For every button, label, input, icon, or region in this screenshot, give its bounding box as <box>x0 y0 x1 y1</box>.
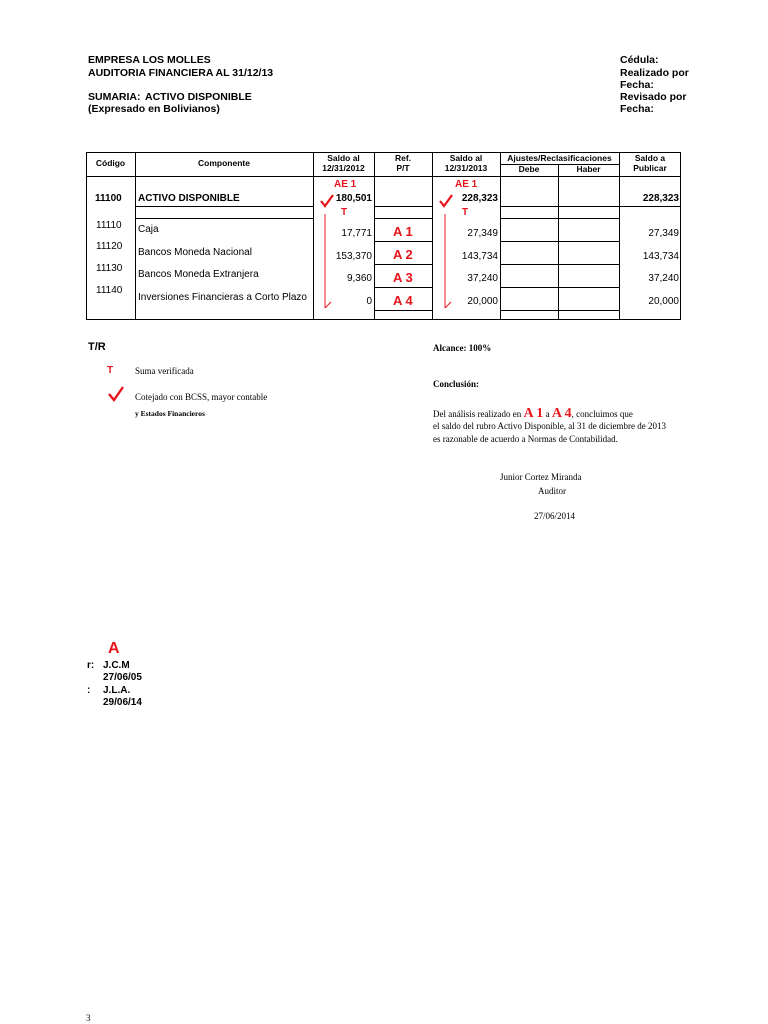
row-code: 11110 <box>96 220 122 231</box>
conclusion-text: , concluimos que <box>571 409 633 419</box>
grid-line <box>500 310 619 311</box>
row-publicar: 143,734 <box>642 251 679 262</box>
ref-a1: A 1 <box>523 406 544 421</box>
row-ref: A 2 <box>393 247 413 262</box>
header-saldo-2013-b: 12/31/2013 <box>444 163 488 173</box>
row-name: Caja <box>138 224 159 235</box>
total-name: ACTIVO DISPONIBLE <box>138 193 240 204</box>
conclusion-text: a <box>545 409 550 419</box>
legend-title: T/R <box>88 341 106 353</box>
currency-note: (Expresado en Bolivianos) <box>88 103 220 115</box>
total-publicar: 228,323 <box>642 193 679 204</box>
ae-mark-2012: AE 1 <box>334 179 357 190</box>
row-ref: A 1 <box>393 224 413 239</box>
row-code: 11140 <box>96 285 123 296</box>
realizado-label: Realizado por <box>620 67 689 79</box>
footer-rev-label: : <box>87 685 91 696</box>
signer-name: Junior Cortez Miranda <box>500 472 582 482</box>
grid-line <box>374 287 432 288</box>
row-2012: 9,360 <box>346 273 372 284</box>
grid-line <box>500 264 619 265</box>
grid-line <box>374 206 432 207</box>
header-componente: Componente <box>198 158 250 168</box>
total-2012: 180,501 <box>335 193 372 204</box>
revisado-label: Revisado por <box>620 91 687 103</box>
footer-rev-name: J.L.A. <box>103 685 131 696</box>
header-ref-a: Ref. <box>394 153 412 163</box>
header-ref-b: P/T <box>396 163 410 173</box>
row-2012: 153,370 <box>335 251 372 262</box>
row-code: 11120 <box>96 241 123 252</box>
grid-line <box>135 206 313 207</box>
conclusion-line-2: el saldo del rubro Activo Disponible, al 31 de diciembre de 2013 <box>433 421 666 431</box>
footer-r-date: 27/06/05 <box>103 672 142 683</box>
fecha-label-2: Fecha: <box>620 103 654 115</box>
t-mark-2012: T <box>341 207 348 218</box>
summary-label: SUMARIA: <box>88 91 141 103</box>
header-publicar-a: Saldo a <box>634 153 666 163</box>
footer-ref-letter: A <box>108 640 120 657</box>
row-2013: 143,734 <box>461 251 498 262</box>
grid-line <box>374 310 432 311</box>
header-saldo-2013-a: Saldo al <box>449 153 483 163</box>
row-2013: 37,240 <box>467 273 498 284</box>
row-publicar: 37,240 <box>648 273 679 284</box>
header-saldo-2012-a: Saldo al <box>327 153 360 163</box>
row-publicar: 27,349 <box>648 228 679 239</box>
legend-check-text: Cotejado con BCSS, mayor contable <box>135 392 268 402</box>
header-debe: Debe <box>518 164 540 174</box>
conclusion-date: 27/06/2014 <box>534 511 576 521</box>
header-haber: Haber <box>576 164 601 174</box>
grid-line <box>86 176 681 177</box>
audit-title: AUDITORIA FINANCIERA AL 31/12/13 <box>88 67 274 79</box>
check-mark-icon <box>439 194 453 208</box>
grid-line <box>500 152 501 320</box>
row-ref: A 4 <box>393 293 413 308</box>
footer-r-label: r: <box>87 660 95 671</box>
row-2012: 0 <box>366 296 372 307</box>
signer-role: Auditor <box>538 486 566 496</box>
legend-t-symbol: T <box>107 365 114 376</box>
conclusion-line-1 <box>433 406 768 422</box>
total-2013: 228,323 <box>461 193 498 204</box>
row-publicar: 20,000 <box>648 296 679 307</box>
grid-line <box>374 241 432 242</box>
row-code: 11130 <box>96 263 123 274</box>
row-2012: 17,771 <box>341 228 372 239</box>
grid-line <box>500 206 681 207</box>
legend-t-text: Suma verificada <box>135 366 194 376</box>
row-2013: 20,000 <box>467 296 498 307</box>
footer-r-name: J.C.M <box>103 660 130 671</box>
alcance: Alcance: 100% <box>433 343 492 353</box>
fecha-label-1: Fecha: <box>620 79 654 91</box>
header-publicar-b: Publicar <box>633 163 667 173</box>
row-2013: 27,349 <box>467 228 498 239</box>
legend-check-text-2: y Estados Financieros <box>135 409 205 418</box>
conclusion-line-3: es razonable de acuerdo a Normas de Contabilidad. <box>433 434 618 444</box>
grid-line <box>558 164 559 320</box>
grid-line <box>374 264 432 265</box>
ae-mark-2013: AE 1 <box>455 179 478 190</box>
grid-line <box>135 152 136 320</box>
ref-a4: A 4 <box>551 406 572 421</box>
grid-line <box>500 241 619 242</box>
header-codigo: Código <box>95 158 126 168</box>
conclusion-title: Conclusión: <box>433 379 480 389</box>
summary-value: ACTIVO DISPONIBLE <box>145 91 252 103</box>
grid-line <box>500 218 619 219</box>
check-mark-icon <box>108 386 124 402</box>
check-mark-icon <box>320 194 334 208</box>
conclusion-text: Del análisis realizado en <box>433 409 522 419</box>
footer-rev-date: 29/06/14 <box>103 697 142 708</box>
grid-line <box>374 152 375 320</box>
row-name: Bancos Moneda Extranjera <box>138 269 259 280</box>
cedula-label: Cédula: <box>620 54 659 66</box>
total-code: 11100 <box>95 193 122 204</box>
header-ajustes: Ajustes/Reclasificaciones <box>507 153 612 163</box>
company-name: EMPRESA LOS MOLLES <box>88 54 211 66</box>
row-name: Inversiones Financieras a Corto Plazo <box>138 292 307 303</box>
row-ref: A 3 <box>393 270 413 285</box>
t-mark-2013: T <box>462 207 469 218</box>
header-saldo-2012-b: 12/31/2012 <box>322 163 365 173</box>
grid-line <box>500 287 619 288</box>
row-name: Bancos Moneda Nacional <box>138 247 252 258</box>
page-number: 3 <box>86 1013 91 1023</box>
grid-line <box>374 218 432 219</box>
grid-line <box>135 218 313 219</box>
